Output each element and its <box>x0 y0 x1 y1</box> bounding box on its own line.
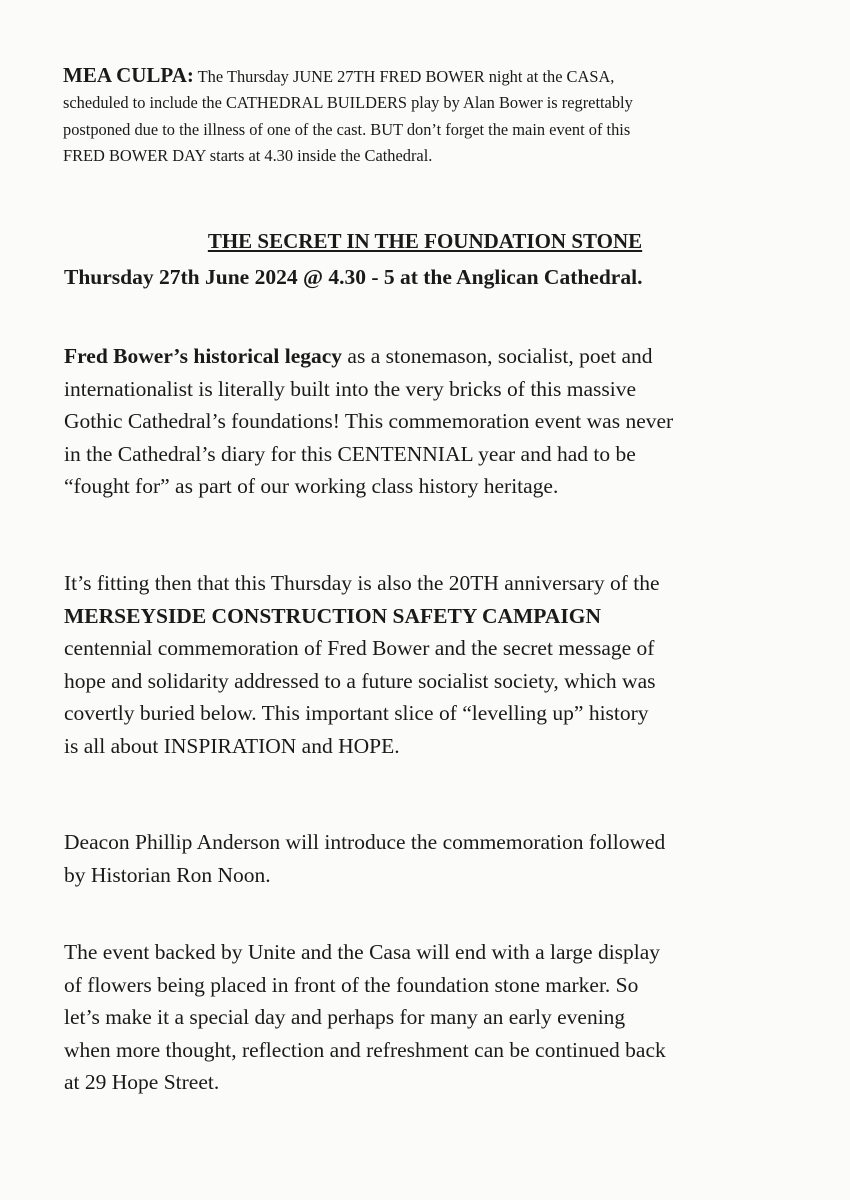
paragraph-line: The event backed by Unite and the Casa will end with a large display <box>64 940 661 964</box>
paragraph-line: in the Cathedral’s diary for this CENTENNIAL year and had to be <box>64 441 636 466</box>
speakers-paragraph <box>64 826 834 891</box>
legacy-text: as a stonemason, socialist, poet and <box>342 344 653 368</box>
legacy-paragraph <box>64 340 834 503</box>
paragraph-line: is all about INSPIRATION and HOPE. <box>64 733 400 758</box>
notice-line: FRED BOWER DAY starts at 4.30 inside the Cathedral. <box>63 145 433 165</box>
paragraph-line: hope and solidarity addressed to a future socialist society, which was <box>64 668 656 693</box>
apology-notice <box>63 62 803 169</box>
paragraph-line: when more thought, reflection and refreshment can be continued back <box>64 1037 666 1062</box>
notice-line: scheduled to include the CATHEDRAL BUILDERS play by Alan Bower is regrettably <box>63 93 633 113</box>
paragraph-line: It’s fitting then that this Thursday is also the 20TH anniversary of the <box>64 571 660 595</box>
anniversary-paragraph <box>64 567 834 763</box>
paragraph-line: internationalist is literally built into the very bricks of this massive <box>64 376 637 401</box>
paragraph-line: Gothic Cathedral’s foundations! This commemoration event was never <box>64 409 674 434</box>
paragraph-line: of flowers being placed in front of the foundation stone marker. So <box>64 972 639 997</box>
paragraph-line: centennial commemoration of Fred Bower and the secret message of <box>64 636 655 661</box>
paragraph-line <box>64 340 834 373</box>
notice-lead: MEA CULPA: <box>63 63 194 87</box>
paragraph-line: let’s make it a special day and perhaps for many an early evening <box>64 1005 626 1030</box>
paragraph-line: Deacon Phillip Anderson will introduce the commemoration followed <box>64 830 666 854</box>
paragraph-line: at 29 Hope Street. <box>64 1070 220 1095</box>
event-date-location: Thursday 27th June 2024 @ 4.30 - 5 at the Anglican Cathedral. <box>64 265 643 289</box>
paragraph-line: covertly buried below. This important slice of “levelling up” history <box>64 701 649 726</box>
notice-line: postponed due to the illness of one of the cast. BUT don’t forget the main event of this <box>63 119 631 139</box>
closing-paragraph <box>64 936 834 1099</box>
paragraph-line: “fought for” as part of our working class history heritage. <box>64 474 559 499</box>
notice-text: The Thursday JUNE 27TH FRED BOWER night at the CASA, <box>193 67 615 86</box>
event-title <box>0 226 850 256</box>
paragraph-line: by Historian Ron Noon. <box>64 862 271 887</box>
campaign-name: MERSEYSIDE CONSTRUCTION SAFETY CAMPAIGN <box>64 603 601 628</box>
notice-line <box>63 62 803 90</box>
event-title-text: THE SECRET IN THE FOUNDATION STONE <box>207 229 643 253</box>
legacy-emphasis: Fred Bower’s historical legacy <box>64 344 343 368</box>
